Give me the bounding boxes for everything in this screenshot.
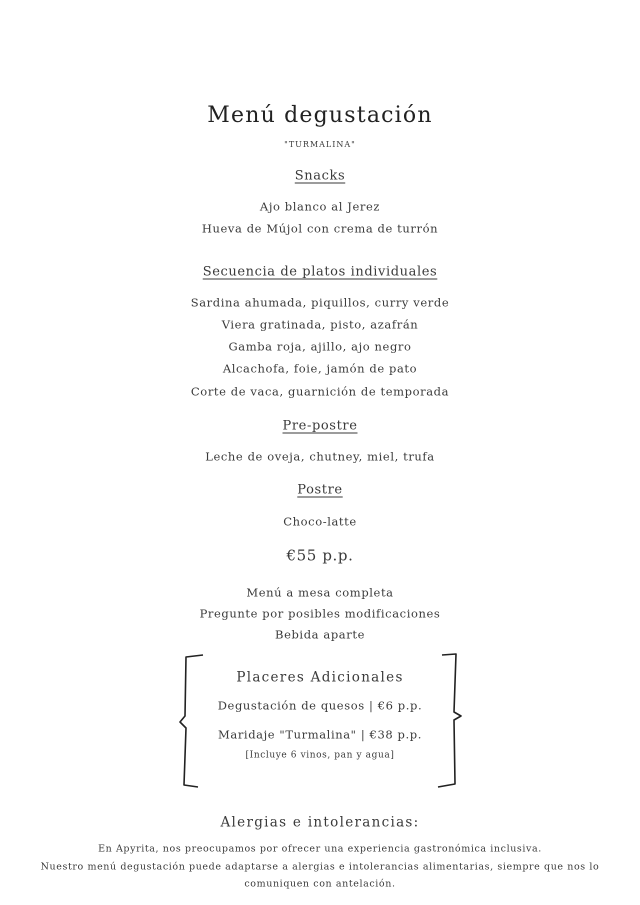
menu-item: Corte de vaca, guarnición de temporada xyxy=(190,384,450,399)
menu-item: Sardina ahumada, piquillos, curry verde xyxy=(190,295,450,310)
extra-item: Degustación de quesos | €6 p.p. xyxy=(217,698,423,713)
section-heading-snacks: Snacks xyxy=(294,168,346,184)
extras-title: Placeres Adicionales xyxy=(236,669,404,686)
note: Bebida aparte xyxy=(275,627,365,642)
note: Menú a mesa completa xyxy=(246,585,394,600)
menu-item: Leche de oveja, chutney, miel, trufa xyxy=(205,449,435,464)
menu-item: Alcachofa, foie, jamón de pato xyxy=(222,361,418,376)
menu-item: Gamba roja, ajillo, ajo negro xyxy=(228,339,412,354)
section-heading-pre-postre: Pre-postre xyxy=(282,418,358,434)
allergies-title: Alergias e intolerancias: xyxy=(220,814,420,831)
menu-item: Viera gratinada, pisto, azafrán xyxy=(221,317,419,332)
allergies-text: comuniquen con antelación. xyxy=(244,878,396,890)
menu-item: Ajo blanco al Jerez xyxy=(259,199,381,214)
section-heading-postre: Postre xyxy=(297,482,343,498)
extra-note: [Incluye 6 vinos, pan y agua] xyxy=(245,750,395,761)
menu-subtitle: "TURMALINA" xyxy=(284,140,356,149)
menu-item: Hueva de Mújol con crema de turrón xyxy=(201,221,439,236)
menu-item: Choco-latte xyxy=(283,514,357,529)
allergies-text: En Apyrita, nos preocupamos por ofrecer una experiencia gastronómica inclusiva. xyxy=(98,843,542,855)
menu-title: Menú degustación xyxy=(207,103,433,128)
allergies-text: Nuestro menú degustación puede adaptarse a alergias e intolerancias alimentarias, siempre que nos lo xyxy=(40,861,600,873)
note: Pregunte por posibles modificaciones xyxy=(199,606,441,621)
extra-item: Maridaje "Turmalina" | €38 p.p. xyxy=(217,727,422,742)
menu-price: €55 p.p. xyxy=(286,546,354,565)
section-heading-main: Secuencia de platos individuales xyxy=(202,264,438,280)
